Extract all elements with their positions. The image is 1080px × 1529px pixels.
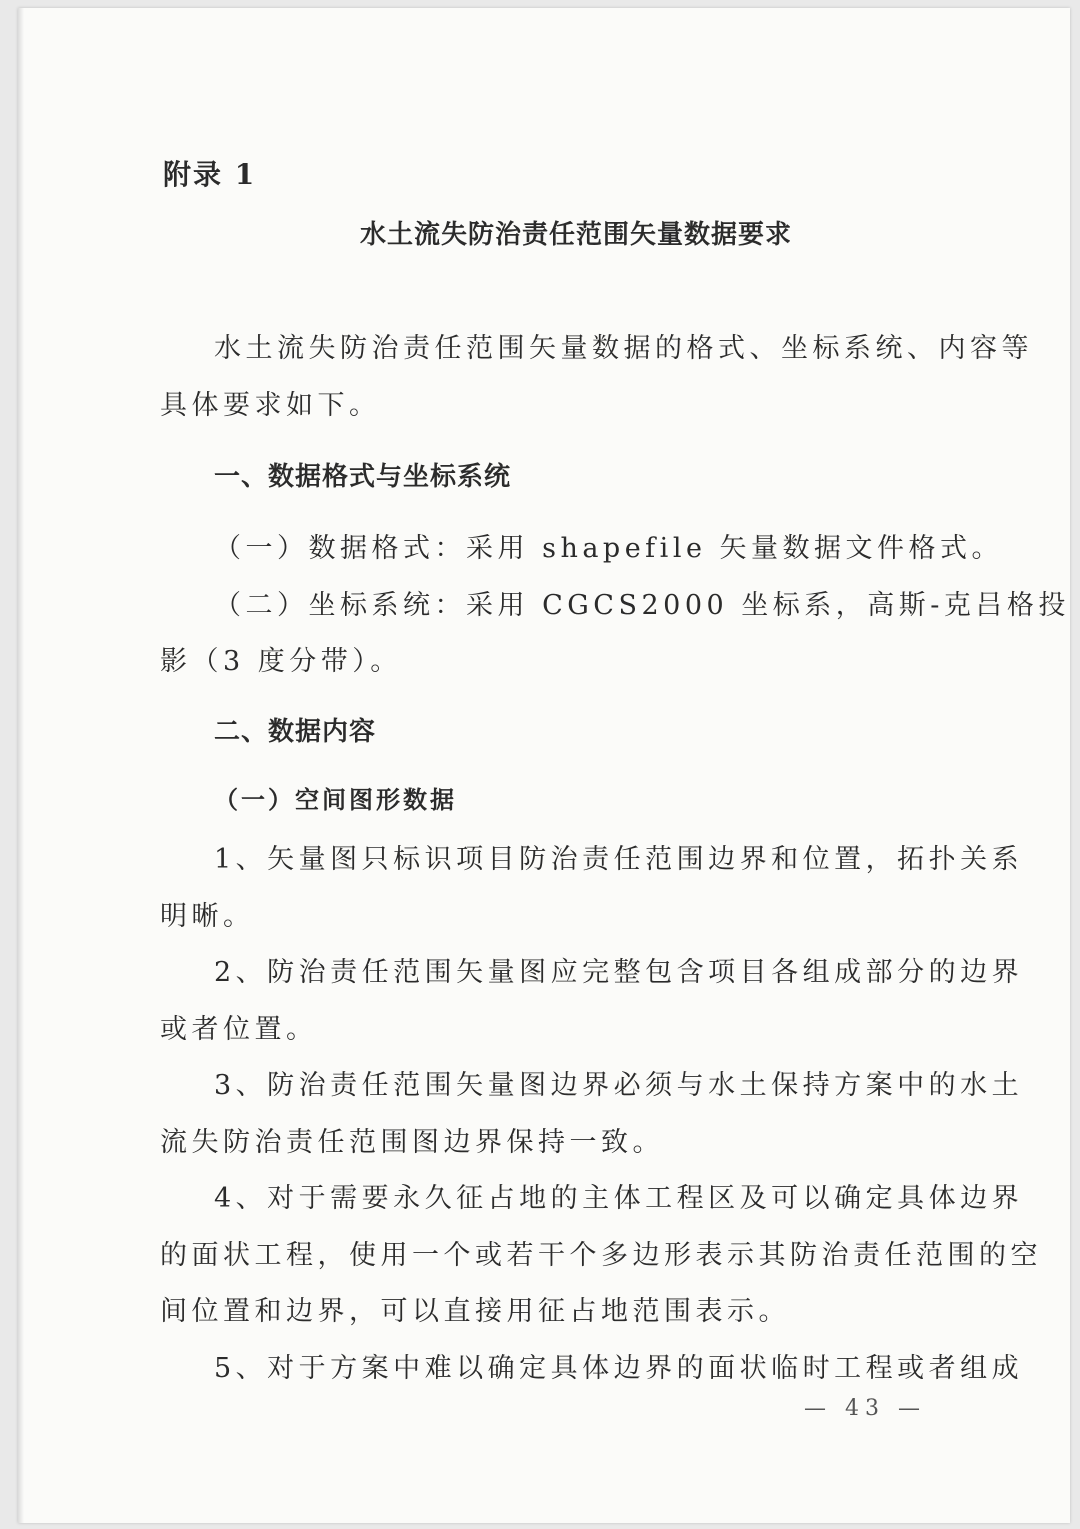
paragraph-1-line-2: 明晰。 xyxy=(160,901,255,932)
paragraph-4-line-3: 间位置和边界，可以直接用征占地范围表示。 xyxy=(160,1296,790,1327)
intro-paragraph-line-2: 具体要求如下。 xyxy=(160,390,381,421)
section-2-subheading-1: （一）空间图形数据 xyxy=(214,785,457,814)
page-number: — 43 — xyxy=(804,1396,926,1421)
paragraph-4-line-2: 的面状工程，使用一个或若干个多边形表示其防治责任范围的空 xyxy=(160,1240,1042,1271)
section-1-heading: 一、数据格式与坐标系统 xyxy=(214,462,512,492)
paragraph-2-line-1: 2、防治责任范围矢量图应完整包含项目各组成部分的边界 xyxy=(214,957,1024,988)
section-2-heading: 二、数据内容 xyxy=(214,717,377,747)
document-page xyxy=(18,8,1070,1523)
paragraph-4-line-1: 4、对于需要永久征占地的主体工程区及可以确定具体边界 xyxy=(214,1183,1024,1214)
section-1-item-2-line-2: 影（3 度分带）。 xyxy=(160,646,402,677)
paragraph-2-line-2: 或者位置。 xyxy=(160,1014,318,1045)
paragraph-1-line-1: 1、矢量图只标识项目防治责任范围边界和位置，拓扑关系 xyxy=(214,844,1024,875)
appendix-label: 附录 1 xyxy=(163,158,257,191)
paragraph-5-line-1: 5、对于方案中难以确定具体边界的面状临时工程或者组成 xyxy=(214,1353,1024,1384)
intro-paragraph-line-1: 水土流失防治责任范围矢量数据的格式、坐标系统、内容等 xyxy=(214,333,1033,364)
paragraph-3-line-1: 3、防治责任范围矢量图边界必须与水土保持方案中的水土 xyxy=(214,1070,1024,1101)
document-title: 水土流失防治责任范围矢量数据要求 xyxy=(359,220,792,250)
section-1-item-2-line-1: （二）坐标系统：采用 CGCS2000 坐标系，高斯-克吕格投 xyxy=(214,590,1070,621)
paragraph-3-line-2: 流失防治责任范围图边界保持一致。 xyxy=(160,1127,664,1158)
section-1-item-1: （一）数据格式：采用 shapefile 矢量数据文件格式。 xyxy=(214,533,1004,564)
